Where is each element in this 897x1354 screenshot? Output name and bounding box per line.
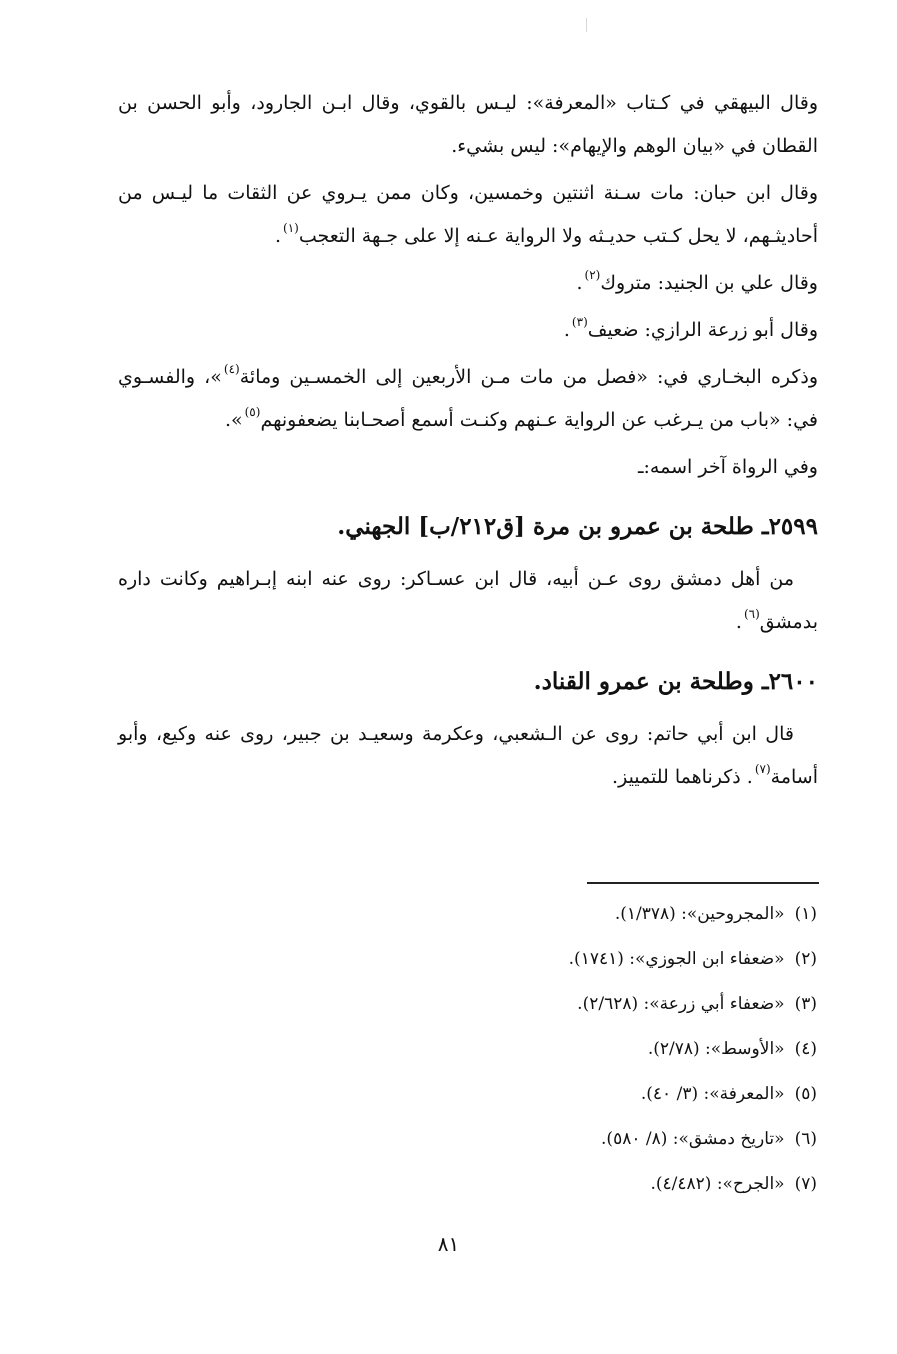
paragraph-abu-zura bbox=[118, 309, 818, 352]
footnote-ref[interactable]: (٦) bbox=[743, 607, 760, 621]
footnote-number: (٣) bbox=[794, 994, 817, 1014]
scan-mark bbox=[586, 18, 587, 32]
paragraph-text: من أهل دمشق روى عـن أبيه، قال ابن عسـاكر: روى عنه ابنه إبـراهيم وكانت داره بدمشق bbox=[118, 568, 818, 633]
paragraph-ibn-junaid bbox=[118, 262, 818, 305]
footnote-text: «ضعفاء أبي زرعة»: (٢/٦٢٨). bbox=[577, 994, 785, 1014]
footnote-ref[interactable]: (١) bbox=[283, 221, 299, 235]
paragraph-text: وقال البيهقي في كـتاب «المعرفة»: ليـس بالقوي، وقال ابـن الجارود، وأبو الحسن بن القطان في «بيان الوهم والإيهام»: ليس بشيء. bbox=[118, 92, 818, 157]
footnote-text: «الأوسط»: (٢/٧٨). bbox=[647, 1039, 785, 1059]
paragraph-text-cont: »، والفسـوي في: «باب من يـرغب عن الرواية عـنهم وكنـت أسمع أصحـابنا يضعفونهم bbox=[118, 366, 818, 431]
footnote-number: (٥) bbox=[794, 1084, 817, 1104]
footnote-number: (٢) bbox=[794, 949, 817, 969]
footnote-ref[interactable]: (٣) bbox=[571, 315, 588, 329]
footnote-item bbox=[397, 1117, 817, 1162]
footnote-item bbox=[397, 1162, 817, 1207]
paragraph-text: وقال علي بن الجنيد: متروك bbox=[600, 272, 818, 294]
footnote-item bbox=[397, 982, 817, 1027]
entry-body-2599 bbox=[118, 558, 818, 644]
paragraph-ibn-hibban bbox=[118, 172, 818, 258]
paragraph-end: . bbox=[563, 319, 570, 341]
footnote-ref[interactable]: (٤) bbox=[223, 362, 240, 376]
paragraph-end: . ذكرناهما للتمييز. bbox=[612, 766, 753, 788]
footnote-text: «ضعفاء ابن الجوزي»: (١٧٤١). bbox=[568, 949, 785, 969]
paragraph-bukhari bbox=[118, 356, 818, 442]
footnote-item bbox=[397, 1072, 817, 1117]
footnote-item bbox=[397, 892, 817, 937]
footnote-number: (١) bbox=[794, 904, 817, 924]
page-number: ٨١ bbox=[437, 1232, 460, 1256]
footnote-text: «الجرح»: (٤/٤٨٢). bbox=[650, 1174, 785, 1194]
paragraph-end: . bbox=[274, 225, 282, 247]
main-text bbox=[118, 82, 818, 803]
entry-heading-2599: ٢٥٩٩ـ طلحة بن عمرو بن مرة [ق٢١٢/ب] الجهني. bbox=[337, 513, 818, 540]
footnote-number: (٤) bbox=[794, 1039, 817, 1059]
footnote-number: (٦) bbox=[794, 1129, 817, 1149]
paragraph-narrators bbox=[118, 446, 818, 489]
footnote-number: (٧) bbox=[794, 1174, 817, 1194]
footnote-divider bbox=[587, 882, 819, 884]
paragraph-bayhaqi bbox=[118, 82, 818, 168]
paragraph-text: وذكره البخـاري في: «فصل من مات مـن الأربعين إلى الخمسـين ومائة bbox=[239, 366, 819, 388]
footnote-text: «المعرفة»: (٣/ ٤٠). bbox=[640, 1084, 785, 1104]
paragraph-text: وقال أبو زرعة الرازي: ضعيف bbox=[587, 319, 818, 341]
footnote-item bbox=[397, 1027, 817, 1072]
entry-heading-2600: ٢٦٠٠ـ وطلحة بن عمرو القناد. bbox=[533, 668, 818, 695]
paragraph-text: قال ابن أبي حاتم: روى عن الـشعبي، وعكرمة وسعيـد بن جبير، روى عنه وكيع، وأبو أسامة bbox=[118, 723, 818, 788]
paragraph-end: . bbox=[576, 272, 583, 294]
paragraph-end: . bbox=[735, 611, 742, 633]
paragraph-text: وقال ابن حبان: مات سـنة اثنتين وخمسين، وكان ممن يـروي عن الثقات ما ليـس من أحاديثـهم، لا يحل كـتب حديـثه ولا الرواية عـنه إلا على جـهة التعجب bbox=[118, 182, 818, 247]
paragraph-end: ». bbox=[224, 409, 243, 431]
footnote-ref[interactable]: (٢) bbox=[584, 268, 601, 282]
paragraph-text: وفي الرواة آخر اسمه:ـ bbox=[637, 456, 818, 478]
footnote-ref[interactable]: (٥) bbox=[244, 405, 261, 419]
footnotes-list bbox=[397, 892, 817, 1207]
footnote-text: «تاريخ دمشق»: (٨/ ٥٨٠). bbox=[601, 1129, 785, 1149]
footnote-ref[interactable]: (٧) bbox=[754, 762, 771, 776]
footnote-item bbox=[397, 937, 817, 982]
entry-body-2600 bbox=[118, 713, 818, 799]
footnote-text: «المجروحين»: (١/٣٧٨). bbox=[614, 904, 785, 924]
